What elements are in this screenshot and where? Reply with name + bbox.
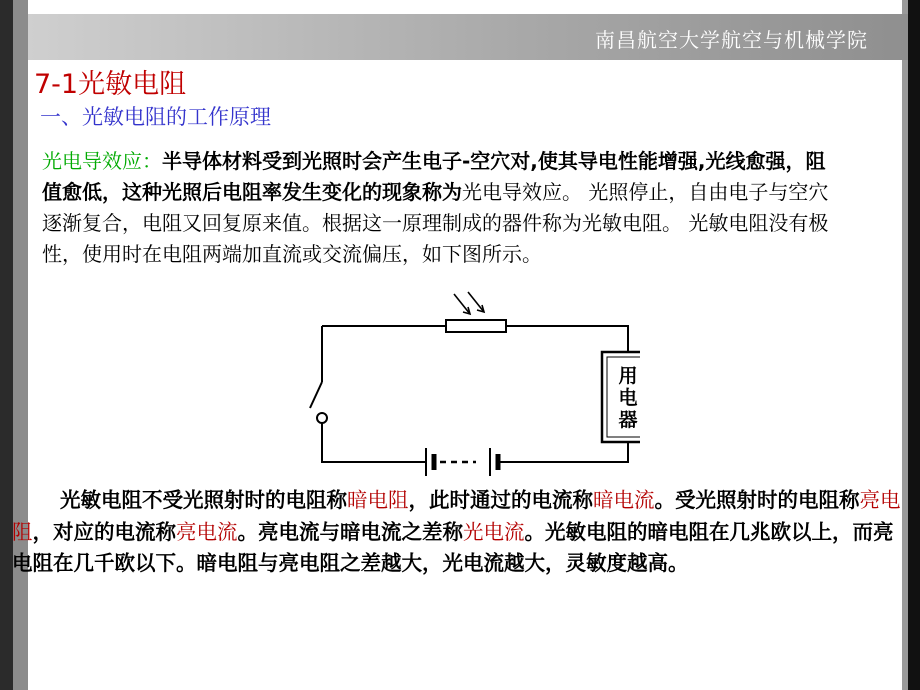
right-border-dark bbox=[908, 0, 920, 690]
term-dark-resistance: 暗电阻 bbox=[347, 488, 409, 512]
device-label-char-3: 器 bbox=[618, 409, 638, 431]
paragraph2-text-6: 。光敏电阻的暗电阻在几兆欧以上，而亮电阻在几千欧以下。暗电阻与亮电阻之差越大，光电流越大，灵敏度越高。 bbox=[12, 519, 894, 575]
light-arrows-icon bbox=[454, 292, 484, 314]
photoresistor-symbol bbox=[446, 320, 506, 332]
paragraph1-bold-text: 半导体材料受到光照时会产生电子-空穴对,使其导电性能增强,光线愈强，阻值愈低，这种光照后电阻率发生变化的现象称为 bbox=[42, 149, 826, 204]
circuit-wire-top-right bbox=[506, 326, 628, 352]
device-label-char-1: 用 bbox=[618, 365, 638, 387]
paragraph2-text-1: 光敏电阻不受光照射时的电阻称 bbox=[60, 488, 347, 512]
paragraph2-text-2: ，此时通过的电流称 bbox=[408, 488, 593, 512]
institution-name: 南昌航空大学航空与机械学院 bbox=[595, 28, 868, 52]
term-light-current: 亮电流 bbox=[176, 519, 238, 544]
circuit-wire-bottom-left bbox=[322, 418, 426, 462]
term-photocurrent: 光电流 bbox=[463, 519, 525, 544]
switch-symbol bbox=[310, 382, 327, 423]
photoresistor-circuit-diagram bbox=[300, 290, 640, 480]
battery-symbol bbox=[426, 448, 498, 476]
left-border-gray bbox=[13, 0, 28, 690]
left-border-dark bbox=[0, 0, 13, 690]
photoconductive-effect-paragraph bbox=[42, 146, 842, 270]
term-light-resistance: 亮电阻 bbox=[12, 488, 901, 544]
device-label-char-2: 电 bbox=[618, 387, 638, 409]
slide-title: 7-1光敏电阻 bbox=[34, 69, 187, 100]
paragraph2-text-5: 。亮电流与暗电流之差称 bbox=[237, 519, 463, 544]
paragraph2-text-4: ，对应的电流称 bbox=[32, 519, 176, 544]
term-photoconductive-effect: 光电导效应： bbox=[42, 149, 162, 173]
paragraph2-text-3: 。受光照射时的电阻称 bbox=[654, 488, 860, 512]
circuit-wire-right bbox=[500, 442, 628, 462]
term-dark-current: 暗电流 bbox=[593, 488, 655, 512]
paragraph1-rest-text: 光电导效应。 光照停止，自由电子与空穴逐渐复合，电阻又回复原来值。根据这一原理制成的器件称为光敏电阻。 光敏电阻没有极性，使用时在电阻两端加直流或交流偏压，如下图所示。 bbox=[42, 180, 829, 266]
section-subtitle: 一、光敏电阻的工作原理 bbox=[40, 105, 271, 129]
dark-light-resistance-paragraph bbox=[12, 485, 908, 580]
